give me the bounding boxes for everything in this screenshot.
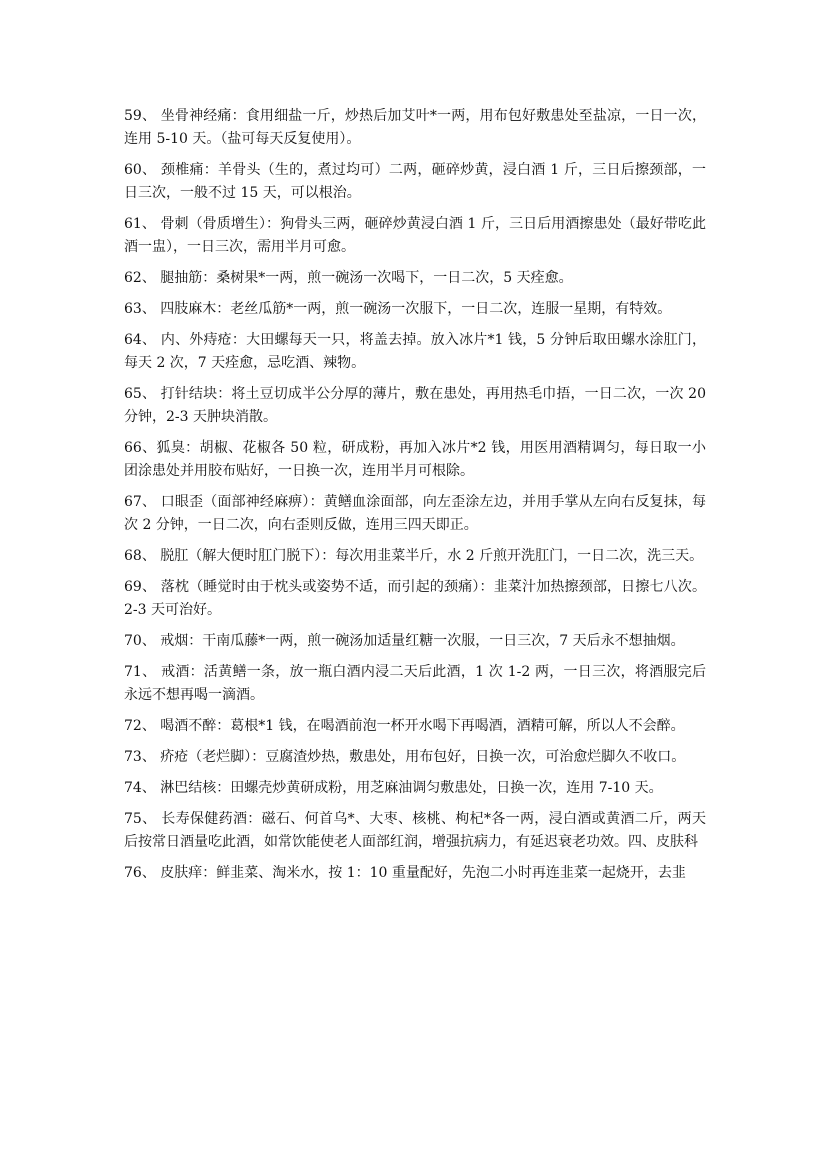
remedy-entry-59: 59、 坐骨神经痛：食用细盐一斤，炒热后加艾叶*一两，用布包好敷患处至盐凉，一日一次，连用 5-10 天。（盐可每天反复使用）。 [124,108,706,147]
remedy-entry-72: 72、 喝酒不醉：葛根*1 钱，在喝酒前泡一杯开水喝下再喝酒，酒精可解，所以人不会醉。 [124,718,685,734]
remedy-entry-60: 60、 颈椎痛：羊骨头（生的，煮过均可）二两，砸碎炒黄，浸白酒 1 斤，三日后擦颈部，一日三次，一般不过 15 天，可以根治。 [124,162,706,201]
remedy-entry-75: 75、 长寿保健药酒：磁石、何首乌*、大枣、核桃、枸杞*各一两，浸白酒或黄酒二斤，两天后按常日酒量吃此酒，如常饮能使老人面部红润，增强抗病力，有延迟衰老功效。四、皮肤科 [124,811,706,850]
remedy-entry-69: 69、 落枕（睡觉时由于枕头或姿势不适，而引起的颈痛）：韭菜汁加热擦颈部，日擦七八次。2-3 天可治好。 [124,579,706,618]
remedy-entry-76: 76、 皮肤痒：鲜韭菜、淘米水，按 1：10 重量配好，先泡二小时再连韭菜一起烧开，去韭 [124,865,686,881]
remedy-entry-62: 62、 腿抽筋：桑树果*一两，煎一碗汤一次喝下，一日二次，5 天痊愈。 [124,270,573,286]
remedy-entry-66: 66、狐臭：胡椒、花椒各 50 粒，研成粉，再加入冰片*2 钱，用医用酒精调匀，每日取一小团涂患处并用胶布贴好，一日换一次，连用半月可根除。 [124,440,706,479]
remedy-entry-71: 71、 戒酒：活黄鳝一条，放一瓶白酒内浸二天后此酒，1 次 1-2 两，一日三次，将酒服完后永远不想再喝一滴酒。 [124,664,706,703]
remedy-entry-64: 64、 内、外痔疮：大田螺每天一只，将盖去掉。放入冰片*1 钱，5 分钟后取田螺水涂肛门，每天 2 次，7 天痊愈，忌吃酒、辣物。 [124,332,706,371]
remedy-entry-61: 61、 骨刺（骨质增生）：狗骨头三两，砸碎炒黄浸白酒 1 斤，三日后用酒擦患处（最好带吃此酒一盅），一日三次，需用半月可愈。 [124,216,706,255]
document-page [124,105,706,893]
remedy-entry-73: 73、 疥疮（老烂脚）：豆腐渣炒热，敷患处，用布包好，日换一次，可治愈烂脚久不收口。 [124,749,686,765]
remedy-entry-63: 63、 四肢麻木：老丝瓜筋*一两，煎一碗汤一次服下，一日二次，连服一星期，有特效。 [124,301,672,317]
remedy-entry-65: 65、 打针结块：将土豆切成半公分厚的薄片，敷在患处，再用热毛巾捂，一日二次，一次 20 分钟，2-3 天肿块消散。 [124,386,706,425]
remedy-entry-74: 74、 淋巴结核：田螺壳炒黄研成粉，用芝麻油调匀敷患处，日换一次，连用 7-10 天。 [124,780,663,796]
remedy-entry-67: 67、 口眼歪（面部神经麻痹）：黄鳝血涂面部，向左歪涂左边，并用手掌从左向右反复抹，每次 2 分钟，一日二次，向右歪则反做，连用三四天即正。 [124,494,706,533]
remedy-entry-70: 70、 戒烟：干南瓜藤*一两，煎一碗汤加适量红糖一次服，一日三次，7 天后永不想抽烟。 [124,633,685,649]
remedy-entry-68: 68、 脱肛（解大便时肛门脱下）：每次用韭菜半斤，水 2 斤煎开洗肛门，一日二次，洗三天。 [124,548,704,564]
